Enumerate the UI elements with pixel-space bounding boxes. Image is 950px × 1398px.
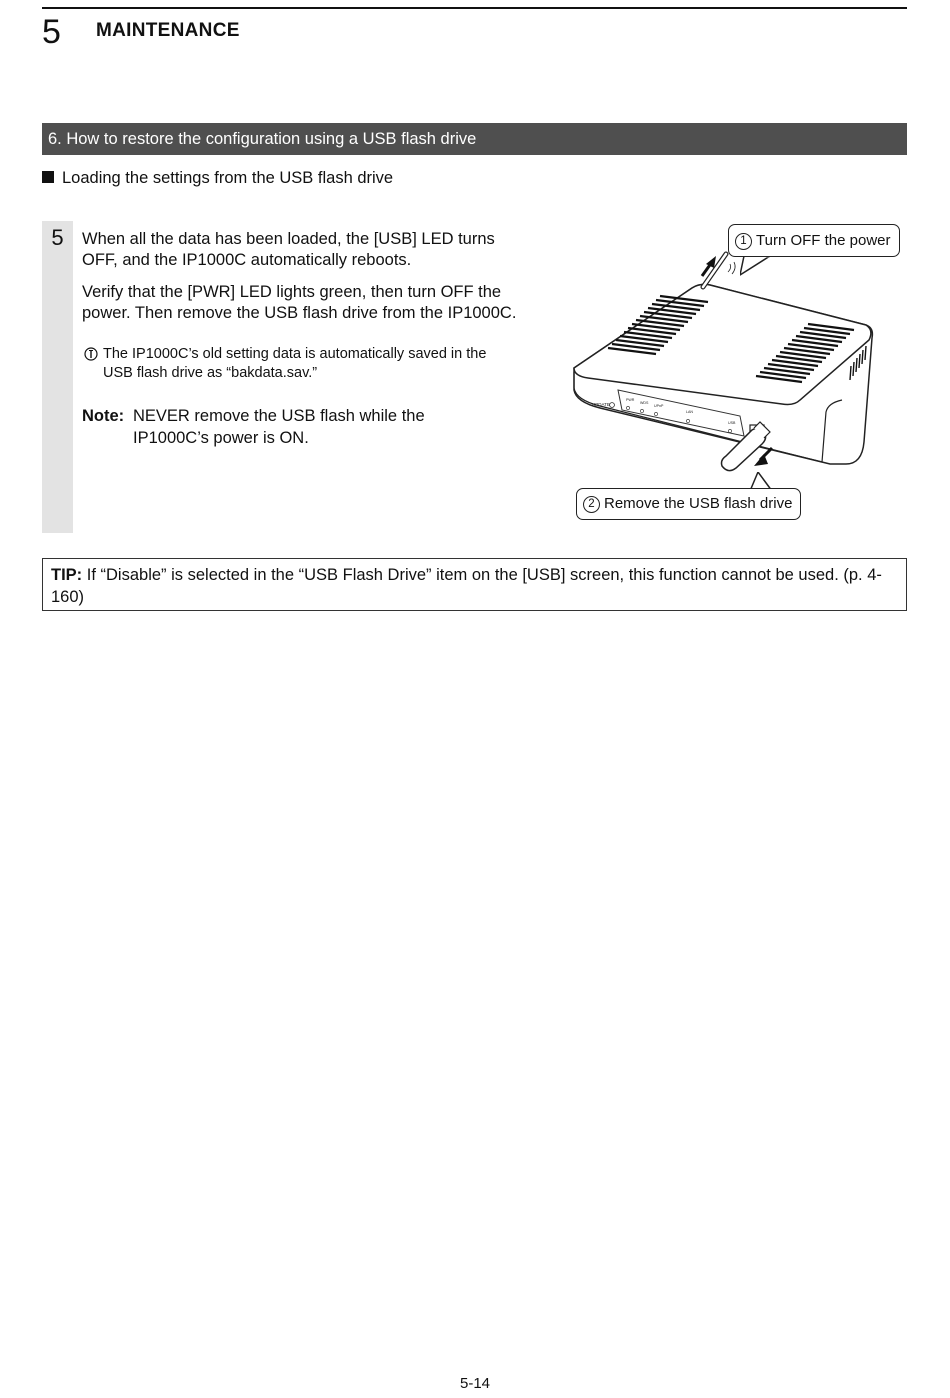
step-number: 5 [51,225,64,250]
step-paragraph-1: When all the data has been loaded, the [USB] LED turns OFF, and the IP1000C automatically reboots. [82,230,495,269]
callout2-text: Remove the USB flash drive [604,495,793,512]
wds-label: WDS [640,401,649,405]
tip-box [42,558,907,611]
upnp-label: UPnP [654,404,664,408]
chapter-title: MAINTENANCE [96,20,240,41]
callout-turn-off-power [728,224,900,257]
info-note-text: The IP1000C’s old setting data is automatically saved in the USB flash drive as “bakdata.sav.” [103,346,487,381]
device-illustration [560,250,880,480]
callout1-text: Turn OFF the power [756,232,891,249]
callout1-tail [740,255,780,277]
usb-label: USB [728,421,736,425]
update-label: UPDATE [592,402,610,407]
step-circle-1: 1 [735,233,752,250]
square-bullet-icon [42,171,54,183]
note-label: Note: [82,407,125,425]
tip-text: If “Disable” is selected in the “USB Flash Drive” item on the [USB] screen, this function cannot be used. (p. 4-160) [51,566,882,606]
lan-label: LAN [686,410,693,414]
subheading [42,168,393,188]
header-rule [42,7,907,9]
step-sidebar [42,221,73,533]
page-number: 5-14 [459,1375,491,1392]
step-paragraph-2: Verify that the [PWR] LED lights green, then turn OFF the power. Then remove the USB flash drive from the IP1000C. [82,283,517,322]
warning-note [82,405,502,449]
step-circle-2: 2 [583,496,600,513]
note-text: NEVER remove the USB flash while the IP1000C’s power is ON. [133,407,425,447]
pwr-label: PWR [626,398,635,402]
tip-label: TIP: [51,566,83,584]
chapter-number: 5 [42,13,61,51]
subheading-text: Loading the settings from the USB flash drive [62,169,394,187]
info-note [84,345,504,383]
section-title: 6. How to restore the configuration using a USB flash drive [42,123,907,155]
callout-remove-usb [576,488,801,520]
info-icon [84,347,98,367]
